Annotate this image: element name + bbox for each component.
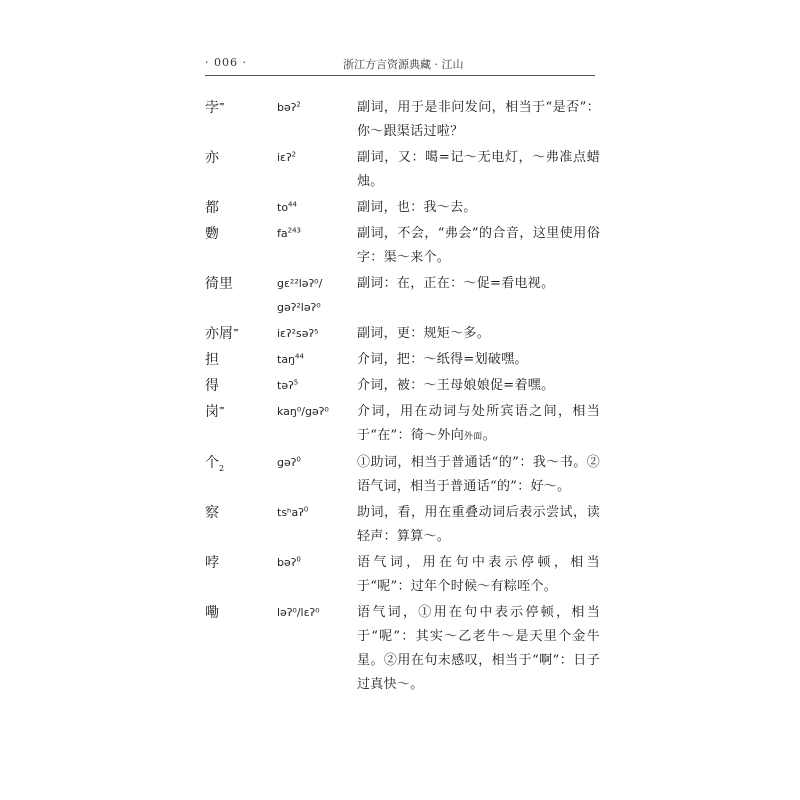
- entry-headword: 哱: [205, 555, 219, 571]
- entry-definition: 语气词，①用在句中表示停顿，相当于“呢”：其实～乙老牛～是天里个金牛星。②用在句末感叹，相当于“啊”：日子过真快～。: [357, 605, 600, 692]
- entry-row: [205, 348, 600, 372]
- entry-phonetic: ləʔ⁰/lɛʔ⁰: [277, 606, 320, 619]
- entry-headword: 岗=: [205, 404, 225, 420]
- entry-row: [205, 222, 600, 270]
- entry-row: [205, 322, 600, 346]
- entry-definition: 副词，更：规矩～多。: [357, 326, 491, 341]
- running-header: [205, 54, 595, 76]
- entry-headword: 亦屑=: [205, 326, 239, 342]
- entry-phonetic: təʔ$^5$: [277, 378, 299, 392]
- running-title: 浙江方言资源典藏 · 江山: [343, 58, 464, 71]
- entry-headword: 覅: [205, 226, 219, 242]
- entry-row: [205, 196, 600, 220]
- entry-definition: 介词，被：～王母娘娘促=着嘿。: [357, 378, 555, 393]
- entry-definition: 副词，也：我～去。: [357, 200, 477, 215]
- entry-definition: 助词，看，用在重叠动词后表示尝试，读轻声：算算～。: [357, 505, 600, 544]
- entry-phonetic: $fa^{243}$: [277, 226, 301, 240]
- entry-headword: 察: [205, 505, 219, 521]
- entry-row: [205, 272, 600, 320]
- entry-phonetic: taŋ$^{44}$: [277, 352, 304, 366]
- entry-list: [205, 96, 600, 699]
- entry-phonetic: bəʔ$^0$: [277, 555, 301, 569]
- entry-headword: 嘞: [205, 605, 219, 621]
- entry-headword: 亦: [205, 150, 219, 166]
- entry-row: [205, 374, 600, 398]
- entry-phonetic: iɛʔ$^2$: [277, 150, 297, 164]
- entry-phonetic: kaŋ⁰/gəʔ⁰: [277, 405, 329, 418]
- entry-definition: 介词，用在动词与处所宾语之间，相当于“在”：徛～外向外面。: [357, 404, 600, 443]
- entry-definition: ①助词，相当于普通话“的”：我～书。②语气词，相当于普通话“的”：好～。: [357, 455, 600, 494]
- entry-phonetic: gɛ²²ləʔ⁰/ gəʔ²ləʔ⁰: [277, 277, 323, 314]
- entry-headword: 都: [205, 200, 219, 216]
- header-divider: [205, 75, 595, 76]
- entry-row: [205, 551, 600, 599]
- entry-phonetic: tsʰaʔ$^0$: [277, 505, 309, 519]
- entry-headword: 得: [205, 378, 219, 394]
- entry-row: [205, 501, 600, 549]
- entry-definition: 语气词，用在句中表示停顿，相当于“呢”：过年个时候～有粽咥个。: [357, 555, 600, 594]
- entry-definition: 介词，把：～纸得=划破嘿。: [357, 352, 528, 367]
- entry-headword: 孛=: [205, 100, 225, 116]
- entry-headword: 个$_2$: [205, 455, 225, 473]
- entry-phonetic: gəʔ$^0$: [277, 455, 301, 469]
- entry-row: [205, 601, 600, 697]
- entry-headword: 担: [205, 352, 219, 368]
- entry-phonetic: bəʔ$^2$: [277, 100, 301, 114]
- entry-definition: 副词，又：噶=记～无电灯，～弗准点蜡烛。: [357, 150, 600, 189]
- entry-row: [205, 451, 600, 499]
- page-number: · 006 ·: [205, 56, 247, 69]
- entry-row: [205, 400, 600, 449]
- entry-definition: 副词，用于是非问发问，相当于“是否”：你～跟渠话过啦？: [357, 100, 600, 139]
- entry-row: [205, 96, 600, 144]
- entry-phonetic: $to^{44}$: [277, 200, 297, 214]
- entry-row: [205, 146, 600, 194]
- entry-phonetic: iɛʔ²səʔ⁵: [277, 327, 319, 340]
- entry-definition: 副词，不会，“弗会”的合音，这里使用俗字：渠～来个。: [357, 226, 600, 265]
- entry-definition: 副词：在，正在：～促=看电视。: [357, 276, 555, 291]
- entry-headword: 徛里: [205, 276, 233, 292]
